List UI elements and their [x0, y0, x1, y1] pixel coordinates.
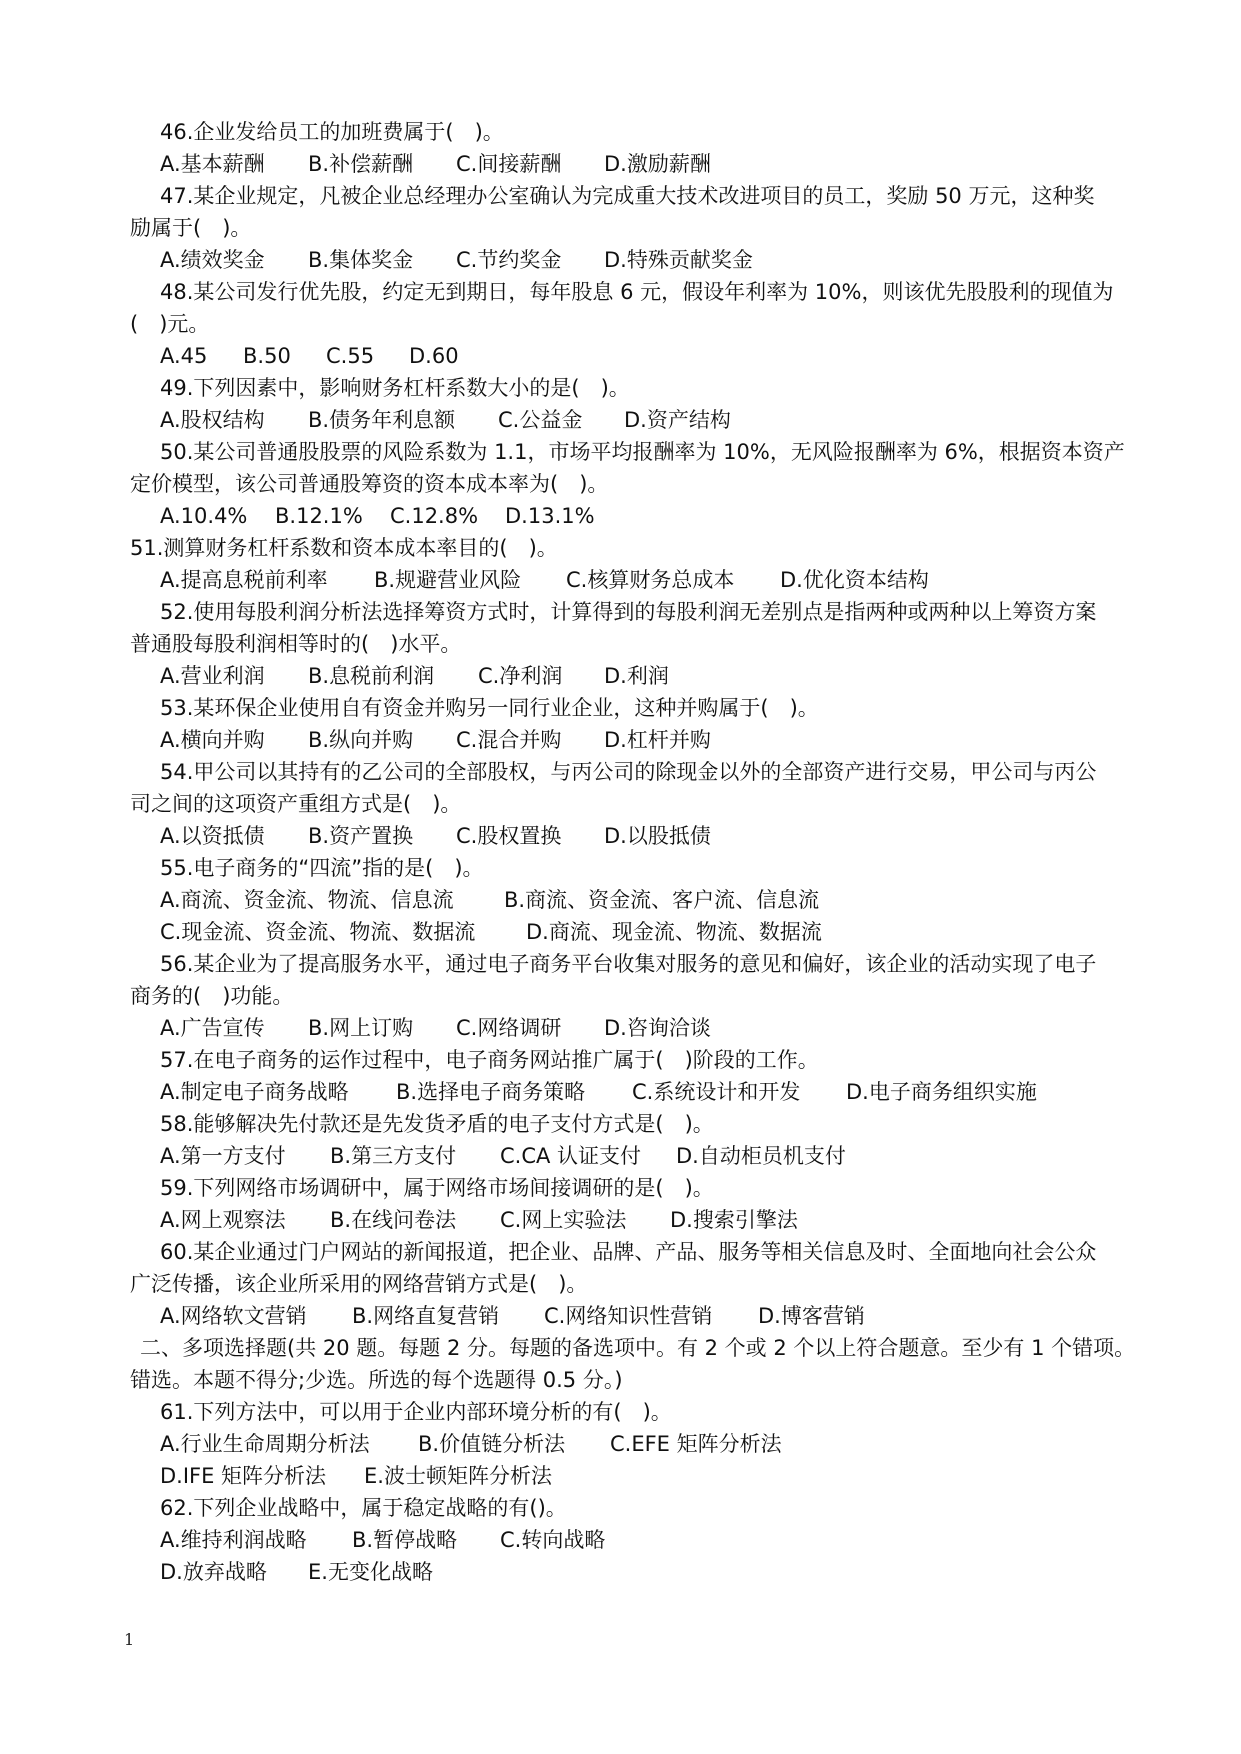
option-a: A.网上观察法 [160, 1208, 286, 1232]
question-48-options [160, 340, 459, 372]
question-47-text-cont: 励属于( )。 [130, 216, 252, 240]
question-47-options [160, 244, 753, 276]
option-a: A.商流、资金流、物流、信息流 [160, 888, 454, 912]
option-a: A.制定电子商务战略 [160, 1080, 349, 1104]
option-a: A.股权结构 [160, 408, 265, 432]
option-a: A.基本薪酬 [160, 152, 265, 176]
question-52-options [160, 660, 669, 692]
option-b: B.息税前利润 [308, 664, 435, 688]
question-48-text: 48.某公司发行优先股，约定无到期日，每年股息 6 元，假设年利率为 10%，则该优先股股利的现值为 [160, 280, 1114, 304]
option-b: B.网上订购 [308, 1016, 414, 1040]
option-a: A.横向并购 [160, 728, 265, 752]
option-c: C.节约奖金 [456, 248, 562, 272]
option-b: B.选择电子商务策略 [396, 1080, 586, 1104]
option-c: C.间接薪酬 [456, 152, 562, 176]
option-c: C.净利润 [478, 664, 563, 688]
question-58-text: 58.能够解决先付款还是先发货矛盾的电子支付方式是( )。 [160, 1112, 714, 1136]
option-a: A.绩效奖金 [160, 248, 265, 272]
question-48-text-cont: ( )元。 [130, 312, 210, 336]
option-d: D.搜索引擎法 [670, 1208, 798, 1232]
option-c: C.网络知识性营销 [544, 1304, 713, 1328]
question-62-options-row2 [160, 1556, 433, 1588]
question-56-text-cont: 商务的( )功能。 [130, 984, 294, 1008]
question-60-text-cont: 广泛传播，该企业所采用的网络营销方式是( )。 [130, 1272, 588, 1296]
question-53-options [160, 724, 711, 756]
question-49-text: 49.下列因素中，影响财务杠杆系数大小的是( )。 [160, 376, 630, 400]
option-e: E.无变化战略 [308, 1560, 433, 1584]
option-d: D.杠杆并购 [604, 728, 711, 752]
option-d: D.咨询洽谈 [604, 1016, 711, 1040]
option-a: A.广告宣传 [160, 1016, 265, 1040]
question-55-options-row2 [160, 916, 822, 948]
option-d: D.以股抵债 [604, 824, 711, 848]
question-47-text: 47.某企业规定，凡被企业总经理办公室确认为完成重大技术改进项目的员工，奖励 50 万元，这种奖 [160, 184, 1095, 208]
question-56-options [160, 1012, 711, 1044]
question-54-text: 54.甲公司以其持有的乙公司的全部股权，与丙公司的除现金以外的全部资产进行交易，甲公司与丙公 [160, 760, 1097, 784]
option-c: C.股权置换 [456, 824, 562, 848]
option-c: C.55 [326, 344, 375, 368]
question-52-text-cont: 普通股每股利润相等时的( )水平。 [130, 632, 462, 656]
option-a: A.45 [160, 344, 208, 368]
question-59-text: 59.下列网络市场调研中，属于网络市场间接调研的是( )。 [160, 1176, 714, 1200]
option-b: B.集体奖金 [308, 248, 414, 272]
option-b: B.规避营业风险 [374, 568, 522, 592]
option-c: C.网上实验法 [500, 1208, 627, 1232]
section-header-cont: 错选。本题不得分;少选。所选的每个选题得 0.5 分。) [130, 1368, 623, 1392]
section-header: 二、多项选择题(共 20 题。每题 2 分。每题的备选项中。有 2 个或 2 个以上符合题意。至少有 1 个错项。 [140, 1336, 1136, 1360]
option-c: C.现金流、资金流、物流、数据流 [160, 920, 476, 944]
option-b: B.暂停战略 [352, 1528, 458, 1552]
option-b: B.网络直复营销 [352, 1304, 500, 1328]
option-b: B.商流、资金流、客户流、信息流 [504, 888, 820, 912]
option-b: B.纵向并购 [308, 728, 414, 752]
option-d: D.特殊贡献奖金 [604, 248, 753, 272]
option-d: D.IFE 矩阵分析法 [160, 1464, 327, 1488]
option-a: A.10.4% [160, 504, 248, 528]
option-b: B.补偿薪酬 [308, 152, 414, 176]
option-a: A.行业生命周期分析法 [160, 1432, 370, 1456]
question-51-text: 51.测算财务杠杆系数和资本成本率目的( )。 [130, 536, 558, 560]
question-54-options [160, 820, 711, 852]
question-55-text: 55.电子商务的“四流”指的是( )。 [160, 856, 484, 880]
option-a: A.营业利润 [160, 664, 265, 688]
question-46-options [160, 148, 711, 180]
question-60-options [160, 1300, 865, 1332]
option-d: D.优化资本结构 [780, 568, 929, 592]
question-61-options-row2 [160, 1460, 552, 1492]
option-b: B.在线问卷法 [330, 1208, 457, 1232]
option-a: A.以资抵债 [160, 824, 265, 848]
option-b: B.价值链分析法 [418, 1432, 566, 1456]
option-c: C.CA 认证支付 [500, 1144, 642, 1168]
option-a: A.提高息税前利率 [160, 568, 328, 592]
question-52-text: 52.使用每股利润分析法选择筹资方式时，计算得到的每股利润无差别点是指两种或两种以上筹资方案 [160, 600, 1097, 624]
option-c: C.12.8% [390, 504, 479, 528]
question-58-options [160, 1140, 846, 1172]
question-60-text: 60.某企业通过门户网站的新闻报道，把企业、品牌、产品、服务等相关信息及时、全面地向社会公众 [160, 1240, 1097, 1264]
question-56-text: 56.某企业为了提高服务水平，通过电子商务平台收集对服务的意见和偏好，该企业的活动实现了电子 [160, 952, 1097, 976]
question-62-text: 62.下列企业战略中，属于稳定战略的有()。 [160, 1496, 567, 1520]
question-57-options [160, 1076, 1037, 1108]
option-d: D.博客营销 [758, 1304, 865, 1328]
option-d: D.电子商务组织实施 [846, 1080, 1037, 1104]
page-number: 1 [124, 1630, 135, 1649]
option-c: C.公益金 [498, 408, 583, 432]
option-c: C.核算财务总成本 [566, 568, 735, 592]
question-59-options [160, 1204, 798, 1236]
option-d: D.13.1% [505, 504, 595, 528]
option-d: D.60 [409, 344, 459, 368]
question-53-text: 53.某环保企业使用自有资金并购另一同行业企业，这种并购属于( )。 [160, 696, 819, 720]
question-51-options [160, 564, 929, 596]
question-49-options [160, 404, 731, 436]
option-c: C.转向战略 [500, 1528, 606, 1552]
question-62-options-row1 [160, 1524, 605, 1556]
question-54-text-cont: 司之间的这项资产重组方式是( )。 [130, 792, 462, 816]
option-c: C.网络调研 [456, 1016, 562, 1040]
option-d: D.放弃战略 [160, 1560, 267, 1584]
option-e: E.波士顿矩阵分析法 [364, 1464, 552, 1488]
option-b: B.50 [243, 344, 291, 368]
option-a: A.维持利润战略 [160, 1528, 307, 1552]
option-c: C.混合并购 [456, 728, 562, 752]
question-55-options-row1 [160, 884, 819, 916]
option-a: A.第一方支付 [160, 1144, 286, 1168]
option-d: D.商流、现金流、物流、数据流 [526, 920, 822, 944]
option-b: B.资产置换 [308, 824, 414, 848]
question-61-options-row1 [160, 1428, 782, 1460]
option-a: A.网络软文营销 [160, 1304, 307, 1328]
question-61-text: 61.下列方法中，可以用于企业内部环境分析的有( )。 [160, 1400, 672, 1424]
option-b: B.债务年利息额 [308, 408, 456, 432]
option-d: D.自动柜员机支付 [676, 1144, 846, 1168]
question-46-text: 46.企业发给员工的加班费属于( )。 [160, 120, 504, 144]
option-d: D.激励薪酬 [604, 152, 711, 176]
option-b: B.第三方支付 [330, 1144, 457, 1168]
option-b: B.12.1% [275, 504, 363, 528]
question-50-options [160, 500, 595, 532]
option-c: C.EFE 矩阵分析法 [610, 1432, 782, 1456]
option-c: C.系统设计和开发 [632, 1080, 801, 1104]
question-57-text: 57.在电子商务的运作过程中，电子商务网站推广属于( )阶段的工作。 [160, 1048, 819, 1072]
option-d: D.利润 [604, 664, 669, 688]
question-50-text: 50.某公司普通股股票的风险系数为 1.1，市场平均报酬率为 10%，无风险报酬率为 6%，根据资本资产 [160, 440, 1125, 464]
question-50-text-cont: 定价模型，该公司普通股筹资的资本成本率为( )。 [130, 472, 609, 496]
option-d: D.资产结构 [624, 408, 731, 432]
